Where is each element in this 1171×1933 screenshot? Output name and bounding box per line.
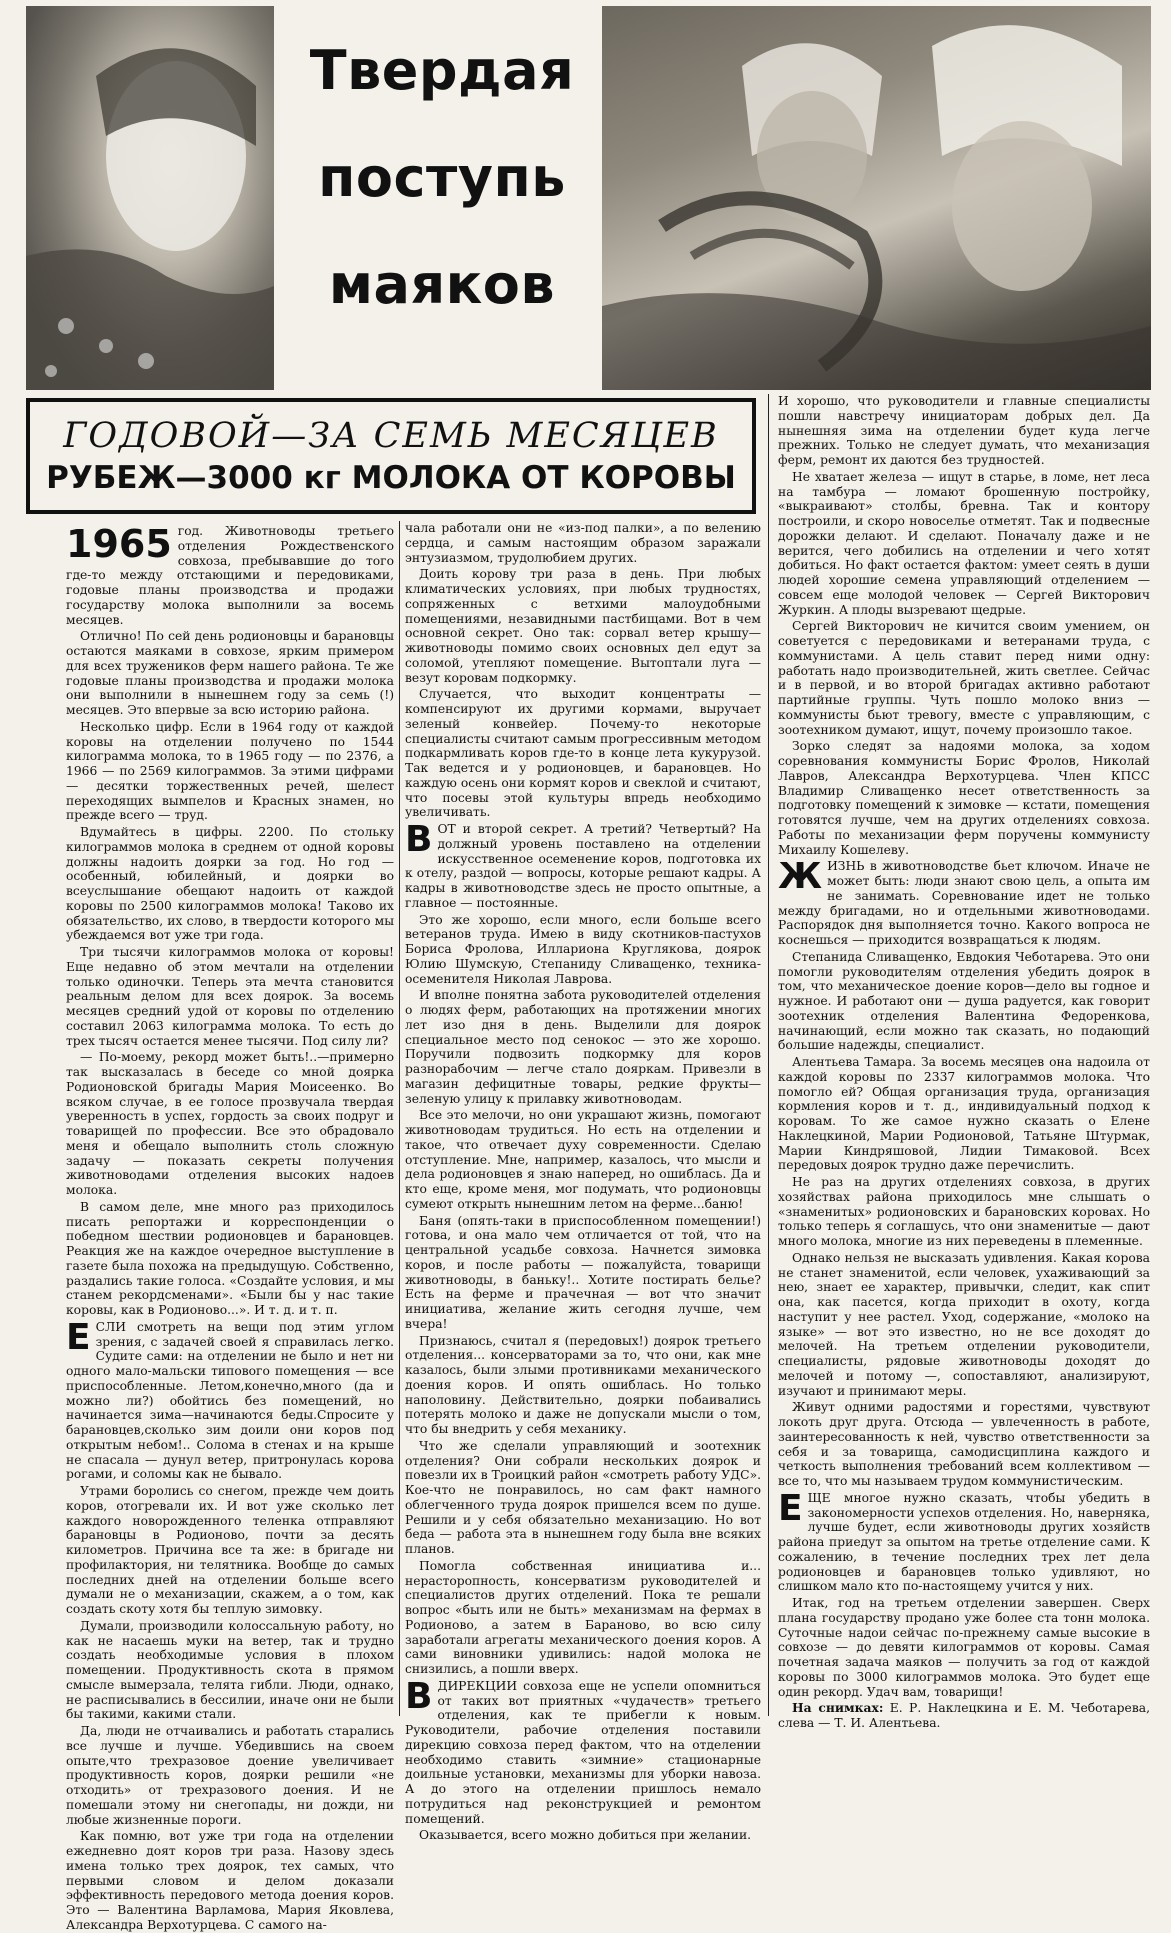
paragraph: Все это мелочи, но они украшают жизнь, помогают животноводам трудиться. Но есть на отделении и такое, что отвечает духу современности. Сделаю отступление. Мне, например, казалось, что мысли и дела родионовцев я знаю наперед, но ошиблась. Да и кто еще, кроме меня, мог подумать, что родионовцы сумеют открыть нынешним летом на ферме...баню!	[405, 1108, 761, 1211]
dropcap-paragraph	[778, 1487, 1150, 1594]
paragraph: И вполне понятна забота руководителей отделения о людях ферм, работающих на протяжении многих лет изо дня в день. Выделили для доярок специальное место под сенокос — это же хорошо. Поручили подвозить подкормку для коров разнорабочим — легче стало дояркам. Привезли в магазин дефицитные товары, редкие фрукты—зеленую улицу к прилавку животноводам.	[405, 988, 761, 1106]
article-column-1	[66, 522, 394, 1932]
paragraph: Отлично! По сей день родионовцы и барановцы остаются маяками в совхозе, ярким примером для всех тружеников ферм нашего района. Те же годовые планы производства и продажи молока они выполнили в нынешнем году за семь (!) месяцев. Это впервые за всю историю района.	[66, 629, 394, 717]
photo-milkmaids-right-image	[602, 6, 1151, 390]
lead-text: год. Животноводы третьего отделения Рождественского совхоза, пребывавшие до того где-то между отстающими и передовиками, годовые планы производства и продажи государству молока выполнили за восемь месяцев.	[66, 524, 394, 627]
paragraph: Оказывается, всего можно добиться при желании.	[419, 1828, 752, 1843]
photo-portrait-left-image	[26, 6, 274, 390]
drop-cap: Ж	[778, 856, 823, 898]
headline-word-3: маяков	[328, 253, 556, 316]
paragraph: В самом деле, мне много раз приходилось писать репортажи и корреспонденции о победном шествии родионовцев и барановцев. Реакция же на каждое очередное выступление в газете была похожа на предыдущую. Собственно, раздались такие голоса. «Создайте условия, и мы станем рекордсменами». «Были бы у нас такие коровы, как в Родионово...». И т. д. и т. п.	[66, 1199, 394, 1317]
dropcap-text: СЛИ смотреть на вещи под этим углом зрения, с задачей своей я справилась легко. Судите сами: на отделении не было и нет ни одного мало-мальски типового помещения — все приспособленные. Летом,конечно,много (да и можно ли?) обойтись без помещений, но начинается зима—начинаются беды.Спросите у барановцев,сколько зим доили они коров под открытым небом!.. Солома в стенах и на крыше не спасала — дунул ветер, притронулась корова рогами, и соломы как не бывало.	[66, 1319, 394, 1482]
drop-cap: В	[405, 1675, 433, 1717]
paragraph: Вдумайтесь в цифры. 2200. По стольку килограммов молока в среднем от одной коровы должны надоить доярки за год. Но год — особенный, юбилейный, и доярки во всеуслышание обещают надоить от каждой коровы по 2500 килограммов молока! Таково их обязательство, их слово, в твердости которого мы убеждаемся вот уже три года.	[66, 825, 394, 943]
drop-cap: Е	[778, 1487, 803, 1529]
paragraph: Утрами боролись со снегом, прежде чем доить коров, отогревали их. И вот уже сколько лет каждого новорожденного теленка отправляют барановцы в Родионово, почти за десять километров. Причина все та же: в бригаде ни профилактория, ни телятника. Вообще до самых последних дней на отделении больше всего думали не о механизации, скажем, а о том, как создать скоту хотя бы теплую зимовку.	[66, 1484, 394, 1616]
paragraph: Что же сделали управляющий и зоотехник отделения? Они собрали нескольких доярок и повезли их в Троицкий район «смотреть работу УДС». Кое-что не понравилось, но сам факт намного облегченного труда доярок пришелся всем по душе. Решили и у себя обязательно механизацию. Но вот беда — работа эта в нынешнем году была вне всяких планов.	[405, 1438, 761, 1556]
paragraph: И хорошо, что руководители и главные специалисты пошли навстречу инициаторам добрых дел. Да нынешняя зима на отделении будет куда легче прежних. Только не следует думать, что механизация ферм, ремонт их даются без трудностей.	[778, 394, 1150, 467]
drop-cap: Е	[66, 1316, 91, 1358]
paragraph: Думали, производили колоссальную работу, но как не насаешь муки на ветер, так и трудно создать необходимые условия в плохом помещении. Продуктивность скота в прямом смысле вымерзала, телята гибли. Люди, однако, не расписывались в бессилии, иначе они не были бы такими, какими стали.	[66, 1618, 394, 1722]
paragraph: Не хватает железа — ищут в старье, в ломе, нет леса на тамбура — ломают брошенную постройку, «выкраивают» столбы, бревна. Так и контору построили, и скоро новоселье отметят. Так и подвесные дорожки делают. И сделают. Поначалу даже и не верится, чего добились на отделении и чего хотят добиться. Но факт остается фактом: умеет сеять в души людей хорошие семена управляющий отделением — совсем еще молодой человек — Сергей Викторович Журкин. А плоды вызревают щедрые.	[778, 469, 1150, 617]
title-box	[26, 398, 756, 514]
dropcap-paragraph	[66, 1316, 394, 1482]
paragraph: Однако нельзя не высказать удивления. Какая корова не станет знаменитой, если человек, ухаживающий за нею, знает ее характер, привычки, следит, как спит она, как пасется, когда приходит в охоту, когда наступит у нее растел. Уход, содержание, «молоко на языке» — вот это известно, но не все доходят до мелочей. На третьем отделении руководители, специалисты, рядовые животноводы доходят до мелочей и потому —, сопоставляют, анализируют, изучают и принимают меры.	[778, 1250, 1150, 1398]
title-line-1: ГОДОВОЙ—ЗА СЕМЬ МЕСЯЦЕВ	[63, 416, 719, 456]
dropcap-text: ЩЕ многое нужно сказать, чтобы убедить в закономерности успехов отделения. Но, наверняка, лучше будет, если животноводы других хозяйств района приедут за опытом на третье отделение сами. К сожалению, в течение последних трех лет дела родионовцев и барановцев только удивляют, но слишком мало кто по-настоящему учится у них.	[778, 1490, 1150, 1594]
paragraph: Несколько цифр. Если в 1964 году от каждой коровы на отделении получено по 1544 килограмма молока, то в 1965 году — по 2376, а 1966 — по 2569 килограммов. За этими цифрами — десятки торжественных речей, шелест переходящих вымпелов и Красных знамен, но прежде всего — труд.	[66, 719, 394, 823]
paragraph: чала работали они не «из-под палки», а по велению сердца, и самым настоящим образом заражали энтузиазмом, трудолюбием других.	[405, 521, 761, 565]
paragraph: Три тысячи килограммов молока от коровы! Еще недавно об этом мечтали на отделении только одиночки. Теперь эта мечта становится реальным делом для всех доярок. За восемь месяцев средний удой от коровы по отделению составил 2063 килограмма молока. То есть до трех тысяч остается менее тысячи. Под силу ли?	[66, 945, 394, 1048]
paragraph: Баня (опять-таки в приспособленном помещении!) готова, и она мало чем отличается от той, что на центральной усадьбе совхоза. Начнется зимовка коров, и после работы — пожалуйста, товарищи животноводы, в баньку!.. Хотите постирать белье? Есть на ферме и прачечная — вот что значит инициатива, желание жить сегодня лучше, чем вчера!	[405, 1213, 761, 1331]
title-line-2: РУБЕЖ—3000 кг МОЛОКА ОТ КОРОВЫ	[46, 460, 736, 496]
headline-word-2: поступь	[318, 146, 566, 209]
paragraph: Зорко следят за надоями молока, за ходом соревнования коммунисты Борис Фролов, Николай Лавров, Александра Верхотурцева. Член КПСС Владимир Сливащенко несет ответственность за подготовку помещений к зимовке — кстати, помещения готовятся лучше, чем на других отделениях совхоза. Работы по механизации ферм поручены коммунисту Михаилу Кошелеву.	[778, 739, 1150, 857]
column-divider	[768, 394, 769, 1716]
header-section	[26, 6, 1151, 390]
paragraph: — По-моему, рекорд может быть!..—примерно так высказалась в беседе со мной доярка Родионовской бригады Мария Моисеенко. Во всяком случае, в ее голосе прозвучала твердая уверенность в успех, гордость за своих подруг и товарищей по профессии. Все это обрадовало меня и обещало выполнить столь сложную задачу — показать секреты получения животноводами отделения высоких надоев молока.	[66, 1050, 394, 1197]
article-column-3	[778, 394, 1150, 1730]
paragraph: Живут одними радостями и горестями, чувствуют локоть друг друга. Отсюда — увлеченность в работе, заинтересованность к ней, чувство ответственности за себя и за товарища, самодисциплина каждого и четкость выполнения требований всем коллективом — все то, что мы называем трудом коммунистическим.	[778, 1400, 1150, 1488]
photo-portrait-left	[26, 6, 274, 390]
dropcap-paragraph	[405, 819, 761, 911]
paragraph: Как помню, вот уже три года на отделении ежедневно доят коров три раза. Назову здесь имена только трех доярок, тех самых, что первыми словом и делом доказали эффективность передового метода доения коров. Это — Валентина Варламова, Мария Яковлева, Александра Верхотурцева. С самого на-	[66, 1829, 394, 1932]
paragraph: Да, люди не отчаивались и работать старались все лучше и лучше. Убедившись на своем опыте,что трехразовое доение увеличивает продуктивность коров, доярки решили «не отходить» от трехразового доения. И не помешали этому ни снегопады, ни дожди, ни любые жизненные пороги.	[66, 1724, 394, 1827]
paragraph: Сергей Викторович не кичится своим умением, он советуется с передовиками и ветеранами труда, с коммунистами. А цель ставит перед ними одну: работать надо производительней, жить светлее. Сейчас и в первой, и во второй бригадах активно работают партийные группы. Чуть пошло молоко вниз — коммунисты бьют тревогу, вместе с управляющим, с зоотехником думают, ищут, почему произошло такое.	[778, 619, 1150, 737]
photo-milkmaids-right	[602, 6, 1151, 390]
photo-caption	[778, 1701, 1150, 1731]
paragraph: Помогла собственная инициатива и... нерасторопность, консерватизм руководителей и специалистов других отделений. Пока те решали вопрос «быть или не быть» механизмам на фермах в Родионово, а затем в Бараново, во всю силу заработали агрегаты механического доения коров. А сами виновники удивились: надой молока не снизились, а пошли вверх.	[405, 1558, 761, 1676]
paragraph: Алентьева Тамара. За восемь месяцев она надоила от каждой коровы по 2337 килограммов молока. Что помогло ей? Общая организация труда, организация кормления коров и т. д., индивидуальный подход к коровам. То же самое нужно сказать о Елене Наклецкиной, Марии Родионовой, Татьяне Штурмак, Марии Киндряшовой, Лидии Тимаковой. Всех передовых доярок трудно даже перечислить.	[778, 1055, 1150, 1173]
dropcap-text: ДИРЕКЦИИ совхоза еще не успели опомниться от таких вот приятных «чудачеств» третьего отделения, как те прибегли к новым. Руководители, рабочие отделения поставили дирекцию совхоза перед фактом, что на отделении необходимо ставить «зимние» стационарные доильные установки, механизмы для уборки навоза. А до этого на отделении пришлось немало потрудиться над реконструкцией и ремонтом помещений.	[405, 1678, 761, 1826]
drop-cap: В	[405, 819, 433, 860]
paragraph: Признаюсь, считал я (передовых!) доярок третьего отделения... консерваторами за то, что они, как мне казалось, были злыми противниками механического доения коров. И опять ошиблась. Но только наполовину. Действительно, доярки побаивались потерять молоко и даже не допускали мысли о том, что бы внедрить у себя механику.	[405, 1333, 761, 1436]
article-column-2	[405, 521, 761, 1843]
headline	[288, 39, 596, 365]
lead-paragraph	[66, 524, 394, 627]
paragraph: Случается, что выходит концентраты — компенсируют их другими кормами, выручает зеленый конвейер. Почему-то некоторые специалисты считают самым прогрессивным методом подкармливать коров где-то в конце лета кукурузой. Так ведется и у родионовцев, и барановцев. Но каждую осень они кормят коров и свеклой и считают, что посевы этой культуры впредь необходимо увеличивать.	[405, 687, 761, 820]
paragraph: Итак, год на третьем отделении завершен. Сверх плана государству продано уже более ста тонн молока. Суточные надои сейчас по-прежнему самые высокие в совхозе — до девяти килограммов от коровы. Самая почетная задача маяков — получить за год от каждой коровы по 3000 килограммов молока. Это будет еще один рекорд. Удач вам, товарищи!	[778, 1596, 1150, 1699]
paragraph: Не раз на других отделениях совхоза, в других хозяйствах района приходилось мне слышать о «знаменитых» родионовских и барановских коровах. Но только теперь я соглашусь, что они знаменитые — дают много молока, многие из них переведены в племенные.	[778, 1175, 1150, 1248]
caption-label: На снимках:	[792, 1700, 884, 1716]
lead-year: 1965	[66, 522, 172, 566]
headline-word-1: Твердая	[309, 39, 575, 102]
paragraph: Степанида Сливащенко, Евдокия Чеботарева. Это они помогли руководителям отделения убедить доярок в том, что механическое доение коров—дело вы годное и нужное. И работают они — душа радуется, как говорит зоотехник отделения Валентина Федоренкова, начинающий, если можно так сказать, но подающий большие надежды, специалист.	[778, 949, 1150, 1053]
column-divider	[399, 521, 400, 1716]
dropcap-paragraph	[405, 1675, 761, 1827]
caption-text: Е. Р. Наклецкина и Е. М. Чеботарева, слева — Т. И. Алентьева.	[778, 1701, 1150, 1730]
paragraph: Это же хорошо, если много, если больше всего ветеранов труда. Имею в виду скотников-пастухов Бориса Фролова, Иллариона Круглякова, доярок Юлию Шумскую, Степаниду Сливащенко, техника-осеменителя Николая Лаврова.	[405, 912, 761, 986]
dropcap-paragraph	[778, 856, 1150, 948]
paragraph: Доить корову три раза в день. При любых климатических условиях, при любых трудностях, сопряженных с ветхими малоудобными помещениями, незавидными пастбищами. Вот в чем основной секрет. Оно так: сорвал ветер крышу—животноводы помимо своих основных дел едут за соломой, утепляют помещение. Вытоптали луга — везут коровам подкормку.	[405, 567, 761, 685]
dropcap-text: ОТ и второй секрет. А третий? Четвертый? На должный уровень поставлено на отделении искусственное осеменение коров, подготовка их к отелу, раздой — вопросы, которые решают кадры. А кадры в животноводстве здесь не просто опытные, а главное — постоянные.	[405, 822, 761, 910]
dropcap-text: ИЗНЬ в животноводстве бьет ключом. Иначе не может быть: люди знают свою цель, а опыта им не занимать. Соревнование идет не только между бригадами, но и отдельными животноводами. Распорядок дня выполняется точно. Какого вопроса не коснешься — приходится возвращаться к людям.	[778, 859, 1150, 947]
